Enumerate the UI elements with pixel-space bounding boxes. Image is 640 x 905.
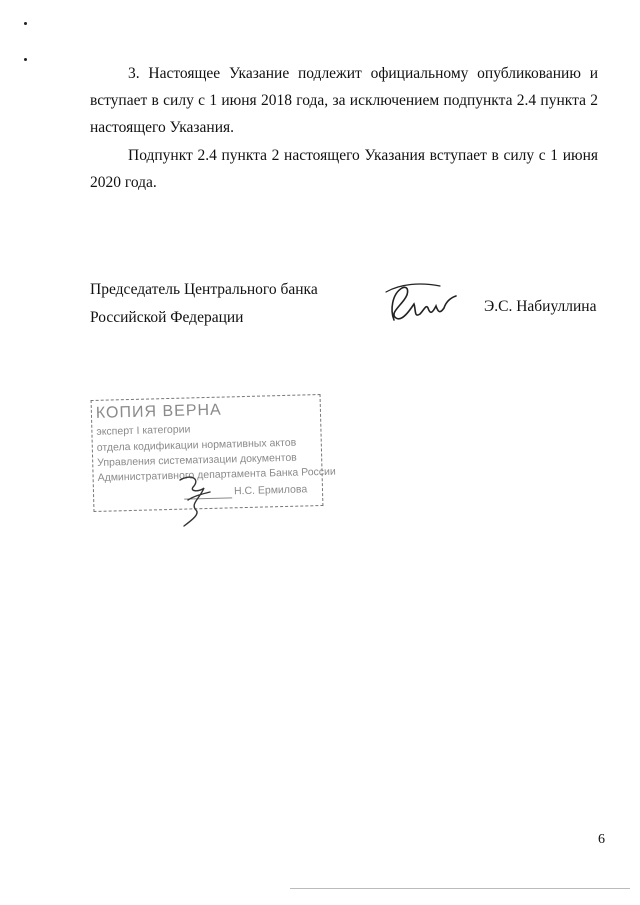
- paragraph-effective-date: Подпункт 2.4 пункта 2 настоящего Указания вступает в силу с 1 июня 2020 года.: [90, 147, 598, 191]
- page-number: 6: [598, 832, 605, 847]
- stamp-line: эксперт I категории: [96, 423, 191, 438]
- stamp-line: Административного департамента Банка России: [97, 465, 336, 484]
- signer-title-line1: Председатель Центрального банка: [90, 281, 318, 298]
- stamp-line: отдела кодификации нормативных актов: [96, 436, 297, 454]
- stamp-signer: Н.С. Ермилова: [233, 483, 308, 498]
- stamp-signature: [170, 470, 220, 530]
- paragraph-3: 3. Настоящее Указание подлежит официальному опубликованию и вступает в силу с 1 июня 2018 года, за исключением подпункта 2.4 пункта 2 настоящего Указания.: [90, 65, 598, 136]
- handwritten-signature: [380, 280, 470, 328]
- scan-speck: [24, 22, 27, 25]
- scan-edge-line: [290, 888, 630, 889]
- signer-name: Э.С. Набиуллина: [484, 298, 597, 315]
- scan-speck: [24, 58, 27, 61]
- signer-title: [90, 276, 318, 332]
- signer-title-line2: Российской Федерации: [90, 309, 244, 326]
- stamp-title: КОПИЯ ВЕРНА: [95, 401, 222, 422]
- stamp-line: Управления систематизации документов: [97, 451, 297, 469]
